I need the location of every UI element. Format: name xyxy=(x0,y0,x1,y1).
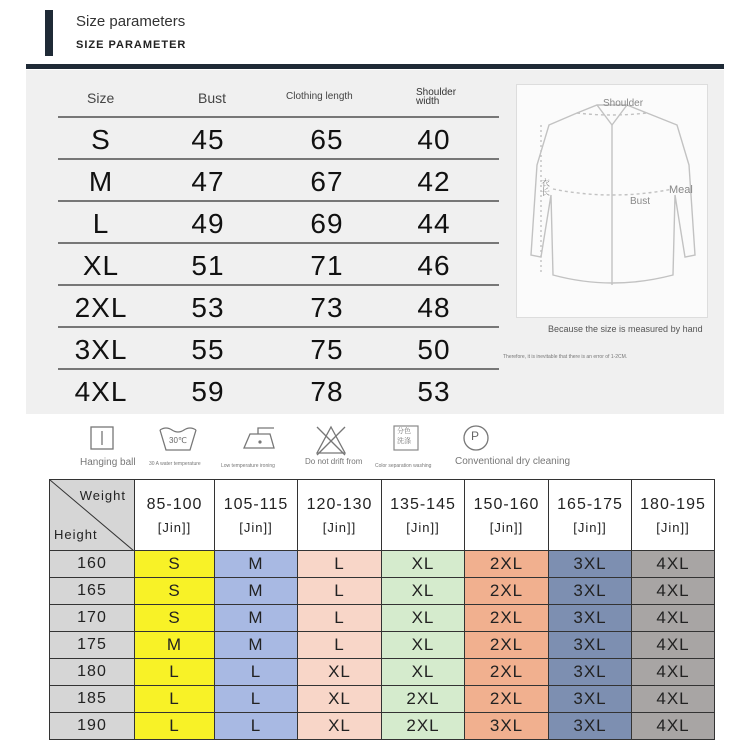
size-recommendation-cell: M xyxy=(135,632,215,659)
size-row-divider xyxy=(58,116,499,118)
size-cell: 48 xyxy=(417,292,451,323)
size-recommendation-cell: 2XL xyxy=(382,713,465,740)
size-recommendation-cell: 3XL xyxy=(549,632,632,659)
weight-header-cell xyxy=(632,480,715,551)
size-cell: 4XL xyxy=(74,376,128,407)
care-label-iron: Low temperature ironing xyxy=(221,463,275,469)
table-row xyxy=(50,632,715,659)
shirt-measurement-figure xyxy=(516,84,708,318)
size-cell: 55 xyxy=(191,334,225,365)
size-recommendation-cell: 2XL xyxy=(465,686,549,713)
size-recommendation-cell: L xyxy=(298,578,382,605)
col-header-clothing-length: Clothing length xyxy=(286,91,353,102)
height-cell: 160 xyxy=(50,551,135,578)
color-sep-icon xyxy=(392,424,422,454)
size-recommendation-cell: 2XL xyxy=(465,605,549,632)
size-recommendation-cell: 4XL xyxy=(632,605,715,632)
weight-header-cell xyxy=(298,480,382,551)
size-row-divider xyxy=(58,368,499,370)
size-cell: 40 xyxy=(417,124,451,155)
dry-clean-letter: P xyxy=(471,429,480,443)
figure-label-shoulder: Shoulder xyxy=(603,98,644,109)
size-recommendation-cell: 4XL xyxy=(632,659,715,686)
care-label-no-bleach: Do not drift from xyxy=(305,457,363,466)
size-cell: 45 xyxy=(191,124,225,155)
size-recommendation-cell: S xyxy=(135,605,215,632)
col-header-size: Size xyxy=(87,90,115,106)
height-cell: 190 xyxy=(50,713,135,740)
wash-30-icon xyxy=(158,424,198,454)
size-cell: 47 xyxy=(191,166,225,197)
weight-header-cell xyxy=(465,480,549,551)
weight-header-cell xyxy=(549,480,632,551)
size-recommendation-table xyxy=(49,479,715,740)
figure-label-bust: Bust xyxy=(630,196,651,207)
size-recommendation-cell: 2XL xyxy=(465,551,549,578)
size-cell: L xyxy=(92,208,110,239)
col-header-bust: Bust xyxy=(198,90,227,106)
iron-low-icon xyxy=(240,424,280,454)
wash-temp-text: 30℃ xyxy=(169,436,187,445)
weight-header-cell xyxy=(382,480,465,551)
size-cell: XL xyxy=(82,250,120,281)
size-recommendation-cell: XL xyxy=(382,659,465,686)
size-recommendation-cell: 2XL xyxy=(465,659,549,686)
height-cell: 165 xyxy=(50,578,135,605)
size-cell: 73 xyxy=(310,292,344,323)
size-cell: 50 xyxy=(417,334,451,365)
size-recommendation-cell: 2XL xyxy=(382,686,465,713)
table-row xyxy=(50,659,715,686)
size-cell: 49 xyxy=(191,208,225,239)
size-recommendation-cell: 3XL xyxy=(549,686,632,713)
size-recommendation-cell: M xyxy=(215,551,298,578)
figure-label-length: 衣长 xyxy=(540,178,550,196)
size-recommendation-cell: S xyxy=(135,551,215,578)
height-cell: 175 xyxy=(50,632,135,659)
color-sep-glyph-1: 分色 xyxy=(397,428,411,435)
height-cell: 185 xyxy=(50,686,135,713)
size-cell: 59 xyxy=(191,376,225,407)
height-cell: 180 xyxy=(50,659,135,686)
weight-unit: [Jin]] xyxy=(573,519,607,535)
size-recommendation-cell: 4XL xyxy=(632,551,715,578)
size-cell: S xyxy=(91,124,111,155)
size-cell: 67 xyxy=(310,166,344,197)
measure-error-note: Therefore, it is inevitable that there is an error of 1-2CM. xyxy=(503,354,628,360)
height-cell: 170 xyxy=(50,605,135,632)
size-recommendation-cell: 3XL xyxy=(549,551,632,578)
col-header-shoulder-width: Shoulder width xyxy=(416,87,457,107)
size-cell: 71 xyxy=(310,250,344,281)
color-sep-glyph-2: 洗涤 xyxy=(397,438,411,445)
size-cell: 69 xyxy=(310,208,344,239)
size-recommendation-cell: XL xyxy=(382,551,465,578)
shirt-outline-icon xyxy=(517,85,707,317)
weight-header-cell xyxy=(135,480,215,551)
size-cell: 44 xyxy=(417,208,451,239)
size-recommendation-cell: 3XL xyxy=(549,605,632,632)
size-recommendation-cell: XL xyxy=(382,605,465,632)
size-recommendation-cell: XL xyxy=(298,686,382,713)
size-cell: 42 xyxy=(417,166,451,197)
weight-range: 150-160 xyxy=(473,495,540,513)
size-cell: 2XL xyxy=(74,292,128,323)
size-recommendation-cell: 2XL xyxy=(465,632,549,659)
size-recommendation-cell: XL xyxy=(382,578,465,605)
header-divider xyxy=(26,64,724,69)
size-cell: 51 xyxy=(191,250,225,281)
size-cell: 53 xyxy=(191,292,225,323)
table-row xyxy=(50,551,715,578)
weight-unit: [Jin]] xyxy=(322,519,357,535)
size-recommendation-cell: XL xyxy=(298,659,382,686)
size-recommendation-cell: M xyxy=(215,632,298,659)
weight-range: 135-145 xyxy=(390,495,456,513)
table-row xyxy=(50,578,715,605)
size-recommendation-cell: 4XL xyxy=(632,713,715,740)
header-subtitle: SIZE PARAMETER xyxy=(76,39,187,51)
size-recommendation-cell: S xyxy=(135,578,215,605)
size-recommendation-cell: L xyxy=(215,713,298,740)
size-cell: 78 xyxy=(310,376,344,407)
size-row-divider xyxy=(58,326,499,328)
hang-dry-icon xyxy=(88,424,128,454)
size-recommendation-cell: L xyxy=(298,632,382,659)
weight-range: 165-175 xyxy=(557,495,623,513)
size-row-divider xyxy=(58,242,499,244)
care-label-color-sep: Color separation washing xyxy=(375,463,432,469)
care-label-dry-clean: Conventional dry cleaning xyxy=(455,456,571,467)
size-cell: 3XL xyxy=(74,334,128,365)
table-row xyxy=(50,605,715,632)
weight-unit: [Jin]] xyxy=(239,519,273,535)
size-recommendation-cell: L xyxy=(298,551,382,578)
size-recommendation-cell: L xyxy=(215,686,298,713)
care-label-water-temp: 30 A water temperature xyxy=(149,461,201,467)
weight-unit: [Jin]] xyxy=(157,519,192,535)
weight-range: 180-195 xyxy=(640,495,706,513)
size-recommendation-cell: 3XL xyxy=(465,713,549,740)
corner-weight-label: Weight xyxy=(79,488,126,503)
size-row-divider xyxy=(58,284,499,286)
table-row xyxy=(50,686,715,713)
size-recommendation-cell: 3XL xyxy=(549,659,632,686)
weight-range: 85-100 xyxy=(146,495,203,513)
weight-range: 105-115 xyxy=(223,495,289,513)
size-recommendation-cell: L xyxy=(135,713,215,740)
size-cell: 75 xyxy=(310,334,344,365)
size-recommendation-cell: 4XL xyxy=(632,578,715,605)
dry-clean-icon xyxy=(461,424,491,454)
size-recommendation-cell: M xyxy=(215,578,298,605)
weight-range: 120-130 xyxy=(306,495,373,513)
size-recommendation-cell: L xyxy=(298,605,382,632)
size-recommendation-cell: L xyxy=(135,659,215,686)
size-recommendation-cell: M xyxy=(215,605,298,632)
care-label-hanging: Hanging ball xyxy=(80,457,136,468)
size-cell: 65 xyxy=(310,124,344,155)
size-recommendation-cell: XL xyxy=(382,632,465,659)
measure-note: Because the size is measured by hand xyxy=(548,324,703,334)
weight-header-cell xyxy=(215,480,298,551)
figure-label-meal: Meal xyxy=(669,184,693,196)
weight-unit: [Jin]] xyxy=(406,519,440,535)
size-recommendation-cell: L xyxy=(135,686,215,713)
size-cell: 53 xyxy=(417,376,451,407)
no-bleach-icon xyxy=(314,424,354,454)
size-recommendation-cell: XL xyxy=(298,713,382,740)
size-recommendation-cell: 4XL xyxy=(632,632,715,659)
size-recommendation-cell: 4XL xyxy=(632,686,715,713)
size-row-divider xyxy=(58,200,499,202)
weight-unit: [Jin]] xyxy=(489,519,524,535)
header-title: Size parameters xyxy=(76,13,186,30)
weight-unit: [Jin]] xyxy=(656,519,690,535)
size-recommendation-cell: 2XL xyxy=(465,578,549,605)
header-accent-bar xyxy=(45,10,53,56)
table-row xyxy=(50,713,715,740)
corner-height-label: Height xyxy=(54,527,98,542)
size-row-divider xyxy=(58,158,499,160)
size-recommendation-cell: 3XL xyxy=(549,578,632,605)
size-cell: M xyxy=(88,166,114,197)
size-cell: 46 xyxy=(417,250,451,281)
size-recommendation-cell: 3XL xyxy=(549,713,632,740)
table-corner xyxy=(50,480,135,551)
size-recommendation-cell: L xyxy=(215,659,298,686)
